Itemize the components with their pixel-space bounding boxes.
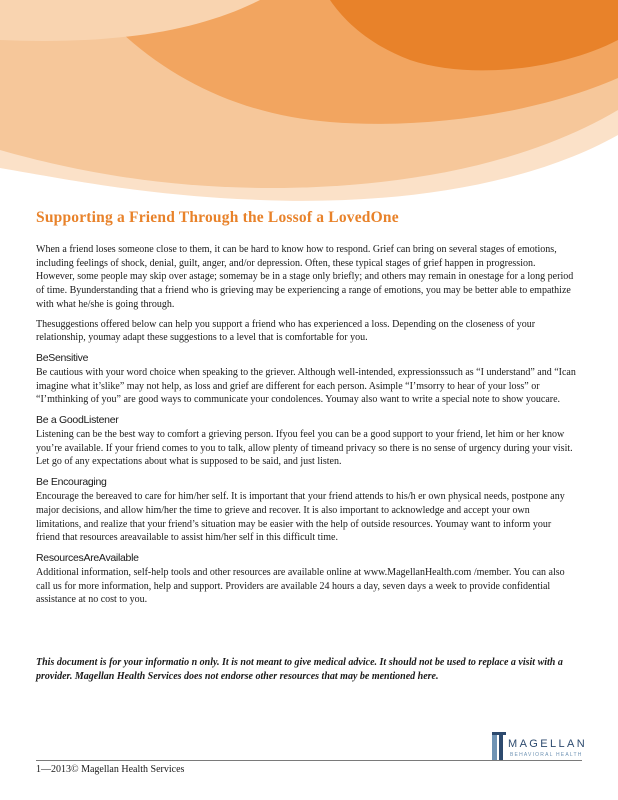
intro-paragraph: Thesuggestions offered below can help you support a friend who has experienced a loss. Depending on the closeness of your relationship, youmay adapt these suggestions to a level that is comfortable for you. [36, 318, 536, 344]
section-body: Encourage the bereaved to care for him/her self. It is important that your friend attends to his/h er own physical needs, postpone any major decisions, and allow him/her the time to grieve and recover. It is also important to acknowledge and accept your own limitations, and realize that your friend’s situation may be easier with the help of outside resources. Youmay want to inform your friend that resources areavailable to assist him/her self in this difficult time. [36, 491, 565, 544]
section-be-encouraging [36, 475, 576, 545]
section-heading: ResourcesAreAvailable [36, 551, 139, 564]
disclaimer: This document is for your informatio n only. It is not meant to give medical advice. It should not be used to replace a visit with a provider. Magellan Health Services does not endorse other resources that may be mentioned here. [36, 657, 563, 682]
section-good-listener [36, 413, 576, 469]
magellan-logo [490, 730, 588, 770]
section-resources [36, 551, 576, 607]
section-heading: BeSensitive [36, 351, 89, 364]
logo-tagline: BEHAVIORAL HEALTH [510, 752, 583, 758]
section-be-sensitive [36, 351, 576, 407]
article-body [36, 243, 576, 613]
section-body: Additional information, self-help tools and other resources are available online at www.MagellanHealth.com /member. You can also call us for more information, help and support. Providers are available 24 hours a day, seven days a week to provide confidential assistance at no cost to you. [36, 566, 565, 606]
logo-name: MAGELLAN [508, 738, 588, 750]
page-title: Supporting a Friend Through the Lossof a LovedOne [36, 209, 399, 226]
section-heading: Be a GoodListener [36, 414, 119, 427]
section-body: Be cautious with your word choice when speaking to the griever. Although well-intended, expressionssuch as “I understand” and “Ican imagine what it’slike” may not help, as loss and grief are different for each person. Asimple “I’msorry to hear of your loss” or “I’mthinking of you” are good ways to communicate your condolences. Youmay also want to write a special note to show youcare. [36, 366, 576, 406]
footer-divider [36, 760, 582, 761]
logo-mark-icon [490, 730, 510, 764]
section-body: Listening can be the best way to comfort a grieving person. Ifyou feel you can be a good support to your friend, let him or her know you’re available. If your friend comes to you to talk, allow plenty of timeand privacy so there is no sense of urgency during your visit. Let go of any expectations about what is supposed to be said, and just listen. [36, 429, 573, 468]
section-heading: Be Encouraging [36, 476, 107, 489]
header-swoosh [0, 0, 618, 215]
footer-text: 1—2013© Magellan Health Services [36, 764, 185, 775]
intro-paragraph: When a friend loses someone close to them, it can be hard to know how to respond. Grief can bring on several stages of emotions, including feelings of shock, denial, guilt, anger, and/or depression. Often, these typical stages of grief happen in progression. However, some people may skip over astage; somemay be in a stage only briefly; and others may remain in onestage for a long period of time. Byunderstanding that a friend who is grieving may be experiencing a range of emotions, you may be better able to empathize with what he/she is going through. [36, 244, 574, 310]
